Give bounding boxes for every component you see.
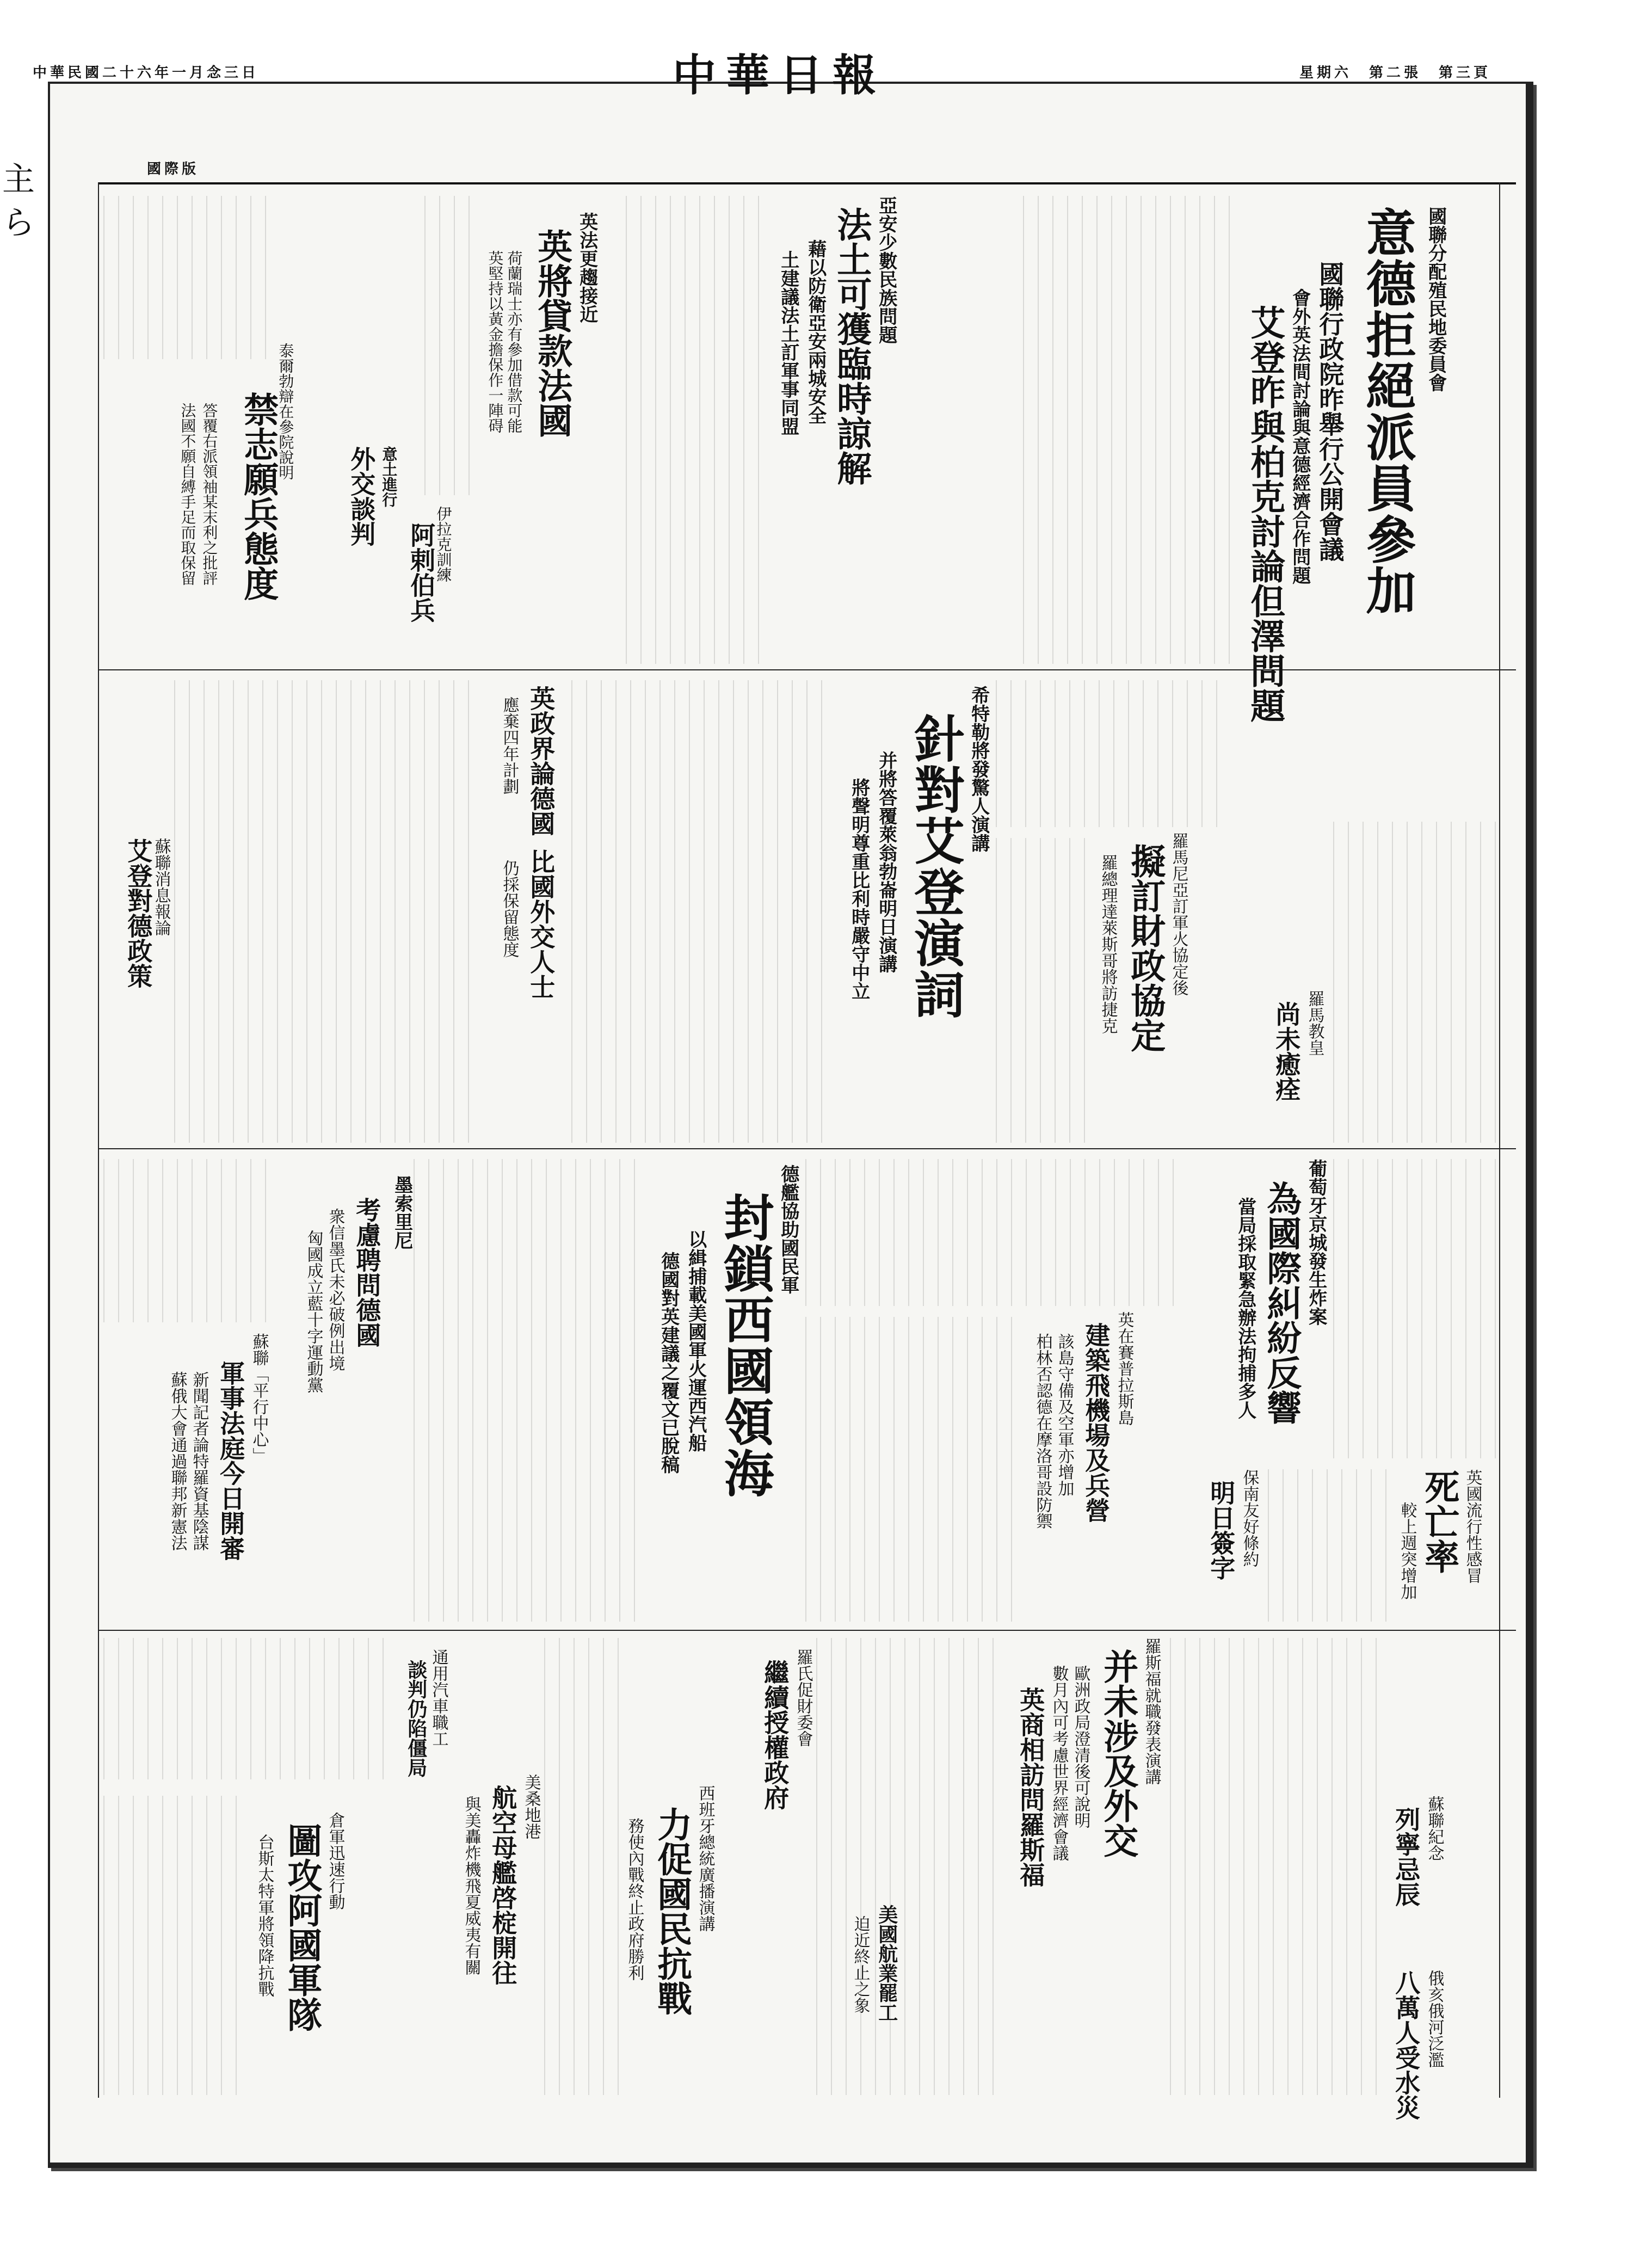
bulgaria-headline: 明日簽字	[1206, 1480, 1236, 1580]
uk-loan-sub2: 英堅持以黃金擔保作一陣碍	[486, 250, 504, 433]
airfield-sub1: 該島守備及空軍亦增加	[1055, 1333, 1074, 1496]
paper-name: 中華日報	[673, 49, 886, 101]
roosevelt-sub2: 數月內可考慮世界經濟會議	[1049, 1665, 1069, 1861]
roosevelt2-headline: 英商相訪問羅斯福	[1016, 1687, 1046, 1887]
roosevelt-headline: 并未涉及外交	[1098, 1649, 1138, 1858]
flu-headline: 死亡率	[1419, 1469, 1459, 1574]
balkan-body	[626, 196, 773, 664]
diplomacy-sub1: 泰爾勃辯在參院說明	[276, 343, 295, 480]
uk-loan-headline: 英將貸款法國	[532, 229, 572, 438]
mexico-sub1: 衆信墨氏未必破例出境	[325, 1208, 345, 1371]
spain-gov-body	[544, 1638, 620, 2095]
balkan-kicker: 亞安少數民族問題	[875, 196, 897, 344]
aid-headline: 繼續授權政府	[760, 1660, 790, 1810]
lenin-headline: 列寧忌辰	[1391, 1807, 1421, 1907]
publication-date: 中華民國二十六年一月念三日	[33, 64, 260, 81]
airfield-body	[805, 1317, 1023, 1622]
finance-sub1: 羅總理達萊斯哥將訪捷克	[1098, 854, 1118, 1034]
misc-body-4	[1170, 1638, 1377, 2095]
neutral-sub2: 法國不願自縛手足而取保留	[178, 403, 197, 586]
page-edge: 主 ら	[2, 161, 35, 242]
section-rule-3	[98, 1630, 1516, 1631]
lead-body	[1023, 196, 1230, 664]
lead-kicker: 國聯分配殖民地委員會	[1425, 207, 1447, 392]
soviet-headline: 艾登對德政策	[124, 838, 153, 988]
flu-sub1: 較上週突增加	[1397, 1502, 1417, 1600]
column-rule-left	[98, 182, 99, 2098]
uk-germany2-headline: 比國外交人士	[526, 849, 556, 999]
eden-sub2: 將聲明尊重比利時嚴守中立	[848, 778, 870, 1000]
diplomacy-headline: 外交談判	[347, 446, 377, 546]
spain-gov-sub1: 務使內戰終止政府勝利	[625, 1818, 644, 1981]
spain-kicker: 德艦協助國民軍	[777, 1165, 799, 1294]
portugal2-sub1: 台斯太特軍將領降抗戰	[255, 1834, 274, 1997]
uk-germany-headline: 英政界論德國	[526, 686, 556, 836]
soviet-trial-sub1: 新聞記者論特羅資基陰謀	[189, 1371, 209, 1551]
balkan-headline: 法土可獲臨時諒解	[831, 207, 872, 485]
fascist-body	[103, 1638, 397, 1779]
balkan-sub1: 藉以防衛亞安兩城安全	[804, 239, 827, 424]
soviet-trial-sub2: 蘇俄大會通過聯邦新憲法	[168, 1371, 187, 1551]
section-label: 國際版	[147, 161, 200, 177]
mexico-headline: 考慮聘問德國	[352, 1197, 382, 1347]
lead-sub2: 會外英法間討論與意德經濟合作問題	[1289, 288, 1311, 584]
uk-germany-body	[174, 680, 479, 1143]
navy-sub1: 與美轟炸機飛夏威夷有關	[461, 1796, 481, 1975]
portugal-body	[1333, 1159, 1496, 1458]
misc-body-3	[103, 1159, 267, 1322]
lead-sub1: 國聯行政院昨舉行公開會議	[1315, 261, 1345, 562]
spain-sub1: 以緝捕載美國軍火運西汽船	[685, 1230, 707, 1452]
navy-headline: 航空母艦啓椗開往	[488, 1785, 518, 1985]
roosevelt-kicker: 羅斯福就職發表演講	[1142, 1638, 1161, 1785]
roosevelt-sub1: 歐洲政局澄清後可說明	[1071, 1665, 1090, 1828]
spain-headline: 封鎖西國領海	[716, 1192, 774, 1499]
eden-headline: 針對艾登演詞	[906, 713, 965, 1020]
fascist-headline: 談判仍陷僵局	[404, 1660, 427, 1777]
mexico-body	[414, 1159, 642, 1622]
flu-kicker: 英國流行性感冒	[1463, 1469, 1482, 1584]
flood-headline: 八萬人受水災	[1391, 1970, 1421, 2120]
portugal-kicker: 葡萄牙京城發生炸案	[1305, 1159, 1327, 1326]
diplomacy-kicker: 意土進行	[380, 446, 398, 507]
bulgaria-kicker: 保南友好條約	[1240, 1469, 1259, 1567]
spain-gov-headline: 力促國民抗戰	[651, 1807, 692, 2016]
spain-body	[805, 1159, 1175, 1306]
spain-gov-kicker: 西班牙總統廣播演講	[695, 1785, 715, 1932]
soviet-trial-headline: 軍事法庭今日開審	[216, 1360, 246, 1561]
finance-kicker: 羅馬尼亞訂軍火協定後	[1169, 833, 1188, 996]
soviet-trial-kicker: 蘇聯「平行中心」	[249, 1333, 269, 1464]
labor-headline: 美國航業罷工	[875, 1905, 898, 2022]
neutral-body	[103, 196, 267, 359]
section-rule-2	[98, 1148, 1516, 1149]
aid-kicker: 羅氏促財委會	[793, 1649, 813, 1747]
airfield-kicker: 英在賽普拉斯島	[1114, 1311, 1134, 1426]
uk-loan-body	[424, 196, 479, 495]
finance-body	[996, 838, 1088, 1143]
arab-headline: 阿剌伯兵	[406, 522, 436, 623]
neutral-sub1: 答覆右派領袖某末利之批評	[200, 403, 219, 586]
lenin-kicker: 蘇聯紀念	[1425, 1796, 1444, 1861]
misc-body-2	[996, 680, 1224, 827]
eden-kicker: 希特勒將發驚人演講	[967, 686, 990, 852]
portugal-sub1: 當局採取緊急辦法拘捕多人	[1234, 1197, 1256, 1419]
mexico-kicker: 墨索里尼	[391, 1175, 413, 1249]
balkan-sub2: 土建議法土訂軍事同盟	[777, 250, 799, 435]
soviet-kicker: 蘇聯消息報論	[151, 838, 171, 936]
lead-sub3: 艾登昨與柏克討論但澤問題	[1244, 305, 1285, 723]
pope-kicker: 羅馬教皇	[1305, 990, 1324, 1056]
flu-body	[1268, 1469, 1388, 1622]
section-rule-1	[98, 669, 1516, 670]
portugal2-headline: 圖攻阿國軍隊	[281, 1823, 322, 2032]
spain-sub2: 德國對英建議之覆文已脫稿	[657, 1252, 680, 1474]
uk-germany-sub1: 應棄四年計劃	[500, 697, 519, 794]
finance-headline: 擬訂財政協定	[1125, 843, 1166, 1052]
eden-sub1: 并將答覆萊翁勃崙明日演講	[875, 751, 897, 973]
column-rule-right	[1499, 182, 1500, 2098]
flood-kicker: 俄亥俄河泛濫	[1425, 1970, 1444, 2068]
eden-body	[571, 680, 833, 1143]
uk-germany2-sub1: 仍採保留態度	[500, 860, 519, 958]
roosevelt-body	[816, 1638, 1001, 2095]
navy-kicker: 美桑地港	[521, 1774, 541, 1839]
portugal-headline: 為國際糾紛反響	[1261, 1181, 1302, 1425]
neutral-headline: 禁志願兵態度	[238, 392, 279, 601]
mexico-sub2: 匈國成立藍十字運動黨	[304, 1230, 323, 1393]
uk-loan-kicker: 英法更趨接近	[576, 212, 598, 323]
airfield-headline: 建築飛機場及兵營	[1081, 1322, 1111, 1523]
lead-headline: 意德拒絕派員參加	[1358, 207, 1416, 616]
issue-info: 星期六 第二張 第三頁	[1299, 64, 1491, 81]
masthead	[33, 49, 1491, 101]
labor-sub1: 迫近終止之象	[850, 1915, 870, 2013]
portugal2-kicker: 倉軍迅速行動	[325, 1812, 345, 1910]
portugal2-body	[103, 1796, 245, 2095]
misc-body-1	[1333, 822, 1496, 1143]
airfield-sub2: 柏林否認德在摩洛哥設防禦	[1033, 1333, 1052, 1529]
arab-sub1: 伊拉克訓練	[434, 506, 453, 582]
pope-headline: 尚未癒痊	[1272, 1001, 1302, 1101]
masthead-rule	[98, 182, 1516, 184]
uk-loan-sub1: 荷蘭瑞士亦有參加借款可能	[505, 250, 523, 433]
fascist-kicker: 通用汽車職工	[429, 1649, 448, 1747]
